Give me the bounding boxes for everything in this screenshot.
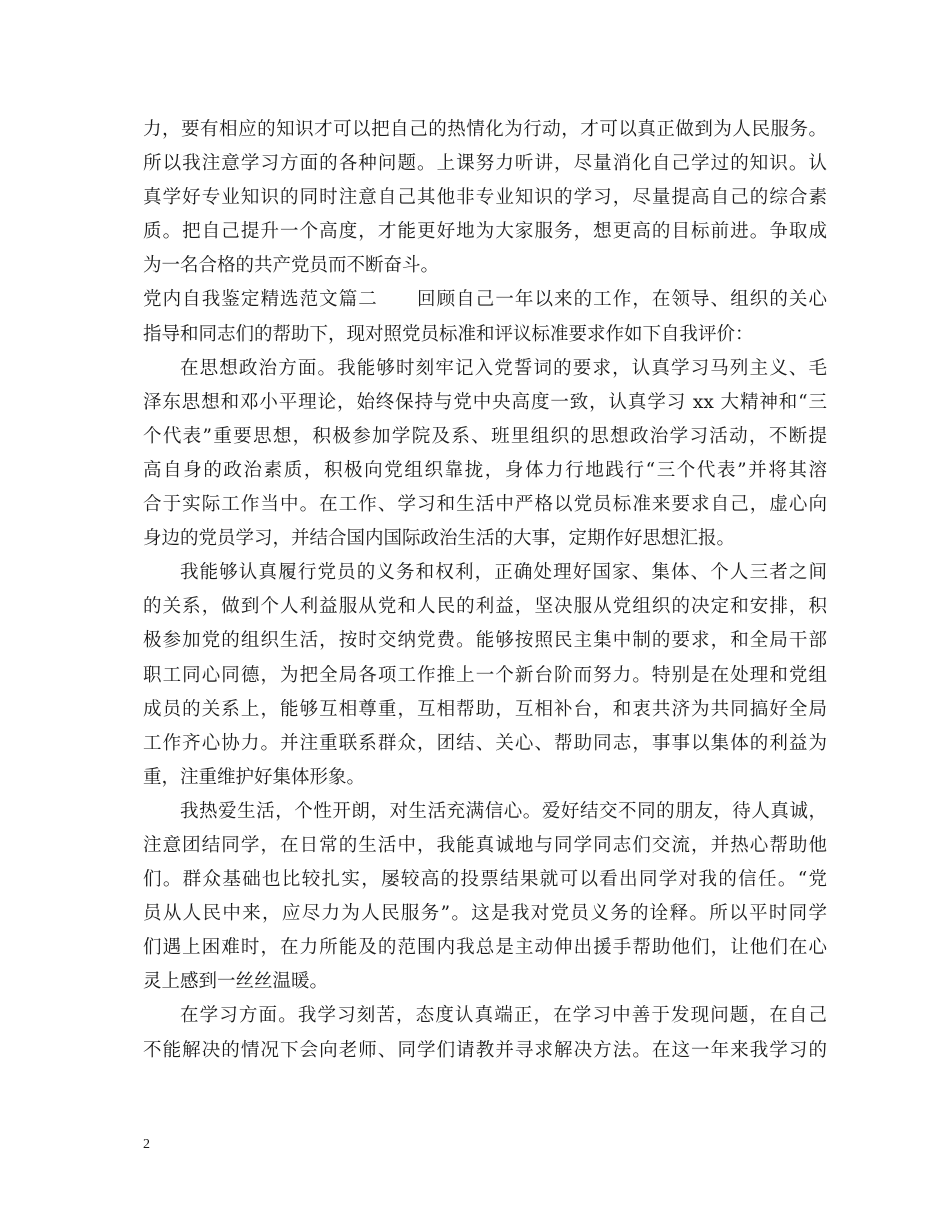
text-line: 不能解决的情况下会向老师、同学们请教并寻求解决方法。在这一年来我学习的 xyxy=(143,1039,827,1061)
text-line: 党内自我鉴定精选范文篇二 回顾自己一年以来的工作，在领导、组织的关心 xyxy=(143,289,827,311)
text-line: 们。群众基础也比较扎实，屡较高的投票结果就可以看出同学对我的信任。“党 xyxy=(143,869,827,891)
text-line: 合于实际工作当中。在工作、学习和生活中严格以党员标准来要求自己，虚心向 xyxy=(143,494,827,516)
text-line: 力，要有相应的知识才可以把自己的热情化为行动，才可以真正做到为人民服务。 xyxy=(143,119,827,140)
text-line: 个代表”重要思想，积极参加学院及系、班里组织的思想政治学习活动，不断提 xyxy=(143,425,827,447)
text-line: 注意团结同学，在日常的生活中，我能真诚地与同学同志们交流，并热心帮助他 xyxy=(143,834,827,856)
text-line: 泽东思想和邓小平理论，始终保持与党中央高度一致，认真学习 xx 大精神和“三 xyxy=(143,391,827,413)
text-line: 重，注重维护好集体形象。 xyxy=(143,766,366,788)
text-line: 高自身的政治素质，积极向党组织靠拢，身体力行地践行“三个代表”并将其溶 xyxy=(143,459,827,481)
text-line: 我能够认真履行党员的义务和权利，正确处理好国家、集体、个人三者之间 xyxy=(180,562,827,584)
text-line: 的关系，做到个人利益服从党和人民的利益，坚决服从党组织的决定和安排，积 xyxy=(143,596,827,618)
text-line: 所以我注意学习方面的各种问题。上课努力听讲，尽量消化自己学过的知识。认 xyxy=(143,153,827,175)
text-line: 灵上感到一丝丝温暖。 xyxy=(143,971,329,993)
text-line: 在思想政治方面。我能够时刻牢记入党誓词的要求，认真学习马列主义、毛 xyxy=(180,357,827,379)
text-line: 为一名合格的共产党员而不断奋斗。 xyxy=(143,255,440,277)
text-line: 身边的党员学习，并结合国内国际政治生活的大事，定期作好思想汇报。 xyxy=(143,528,736,550)
text-line: 我热爱生活，个性开朗，对生活充满信心。爱好结交不同的朋友，待人真诚， xyxy=(180,800,827,822)
text-line: 们遇上困难时，在力所能及的范围内我总是主动伸出援手帮助他们，让他们在心 xyxy=(143,937,827,959)
text-line: 质。把自己提升一个高度，才能更好地为大家服务，想更高的目标前进。争取成 xyxy=(143,221,827,243)
text-line: 真学好专业知识的同时注意自己其他非专业知识的学习，尽量提高自己的综合素 xyxy=(143,187,827,209)
text-line: 成员的关系上，能够互相尊重，互相帮助，互相补台，和衷共济为共同搞好全局 xyxy=(143,698,827,720)
text-line: 员从人民中来，应尽力为人民服务”。这是我对党员义务的诠释。所以平时同学 xyxy=(143,903,827,925)
document-body-text xyxy=(143,113,827,1068)
text-line: 工作齐心协力。并注重联系群众，团结、关心、帮助同志，事事以集体的利益为 xyxy=(143,732,827,754)
text-line: 在学习方面。我学习刻苦，态度认真端正，在学习中善于发现问题，在自己 xyxy=(180,1005,827,1027)
text-line: 极参加党的组织生活，按时交纳党费。能够按照民主集中制的要求，和全局干部 xyxy=(143,630,827,652)
page-number: 2 xyxy=(143,1137,150,1152)
text-line: 职工同心同德，为把全局各项工作推上一个新台阶而努力。特别是在处理和党组 xyxy=(143,664,827,686)
text-line: 指导和同志们的帮助下，现对照党员标准和评议标准要求作如下自我评价： xyxy=(143,323,754,345)
